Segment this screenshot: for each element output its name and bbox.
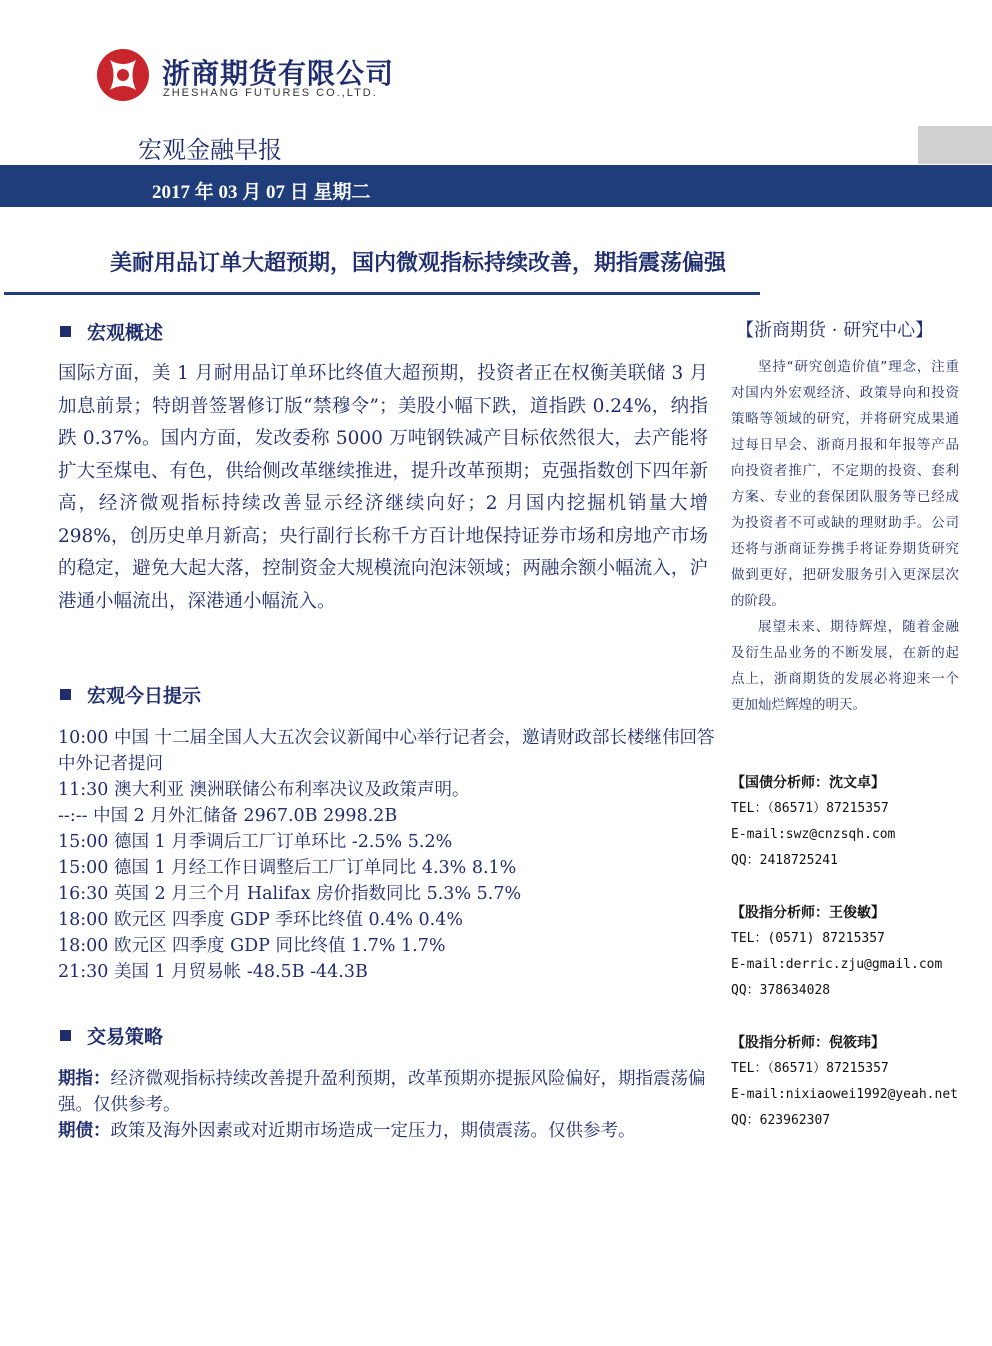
calendar-item: --:-- 中国 2 月外汇储备 2967.0B 2998.2B [58, 806, 398, 826]
analyst-qq: QQ：623962307 [731, 1113, 831, 1128]
calendar-item: 15:00 德国 1 月季调后工厂订单环比 -2.5% 5.2% [58, 832, 453, 852]
square-bullet-icon [60, 1030, 71, 1041]
analyst-card [731, 900, 981, 1004]
section-title-today-label: 宏观今日提示 [87, 685, 202, 707]
company-name-cn: 浙商期货有限公司 [162, 57, 395, 90]
analyst-email: E-mail:swz@cnzsqh.com [731, 827, 896, 842]
calendar-item: 18:00 欧元区 四季度 GDP 同比终值 1.7% 1.7% [58, 936, 446, 956]
analyst-qq: QQ：378634028 [731, 983, 831, 998]
analyst-name: 【股指分析师：王俊敏】 [731, 905, 885, 921]
strategy-item-bond [58, 1118, 728, 1144]
zheshang-logo-icon [96, 48, 150, 102]
sidebar-title: 【浙商期货 · 研究中心】 [736, 320, 934, 341]
sidebar-intro: 坚持“研究创造价值”理念，注重对国内外宏观经济、政策导向和投资策略等领域的研究，并将研究成果通过每日早会、浙商月报和年报等产品向投资者推广，不定期的投资、套利方案、专业的套保团队服务等已经成为投资者不可或缺的理财助手。公司还将与浙商证券携手将证券期货研究做到更好，把研发服务引入更深层次的阶段。 [731, 359, 959, 609]
strategy-label: 期指： [58, 1069, 111, 1089]
square-bullet-icon [60, 326, 71, 337]
report-date: 2017 年 03 月 07 日 星期二 [152, 182, 371, 203]
strategy-text: 政策及海外因素或对近期市场造成一定压力，期债震荡。仅供参考。 [110, 1121, 636, 1141]
calendar-item: 10:00 中国 十二届全国人大五次会议新闻中心举行记者会，邀请财政部长楼继伟回答中外记者提问 [58, 728, 715, 774]
analyst-email: E-mail:derric.zju@gmail.com [731, 957, 943, 972]
headline: 美耐用品订单大超预期，国内微观指标持续改善，期指震荡偏强 [110, 251, 727, 276]
strategy-list [58, 1066, 728, 1144]
analyst-tel: TEL：(0571) 87215357 [731, 931, 885, 946]
overview-text: 国际方面，美 1 月耐用品订单环比终值大超预期，投资者正在权衡美联储 3 月加息前景；特朗普签署修订版“禁穆令”；美股小幅下跌，道指跌 0.24%，纳指跌 0.37%。国内方面，发改委称 5000 万吨钢铁减产目标依然很大，去产能将扩大至煤电、有色，供给侧改革继续推进，提升改革预期；克强指数创下四年新高，经济微观指标持续改善显示经济继续向好；2 月国内挖掘机销量大增 298%，创历史单月新高；央行副行长称千方百计地保持证券市场和房地产市场的稳定，避免大起大落，控制资金大规模流向泡沫领域；两融余额小幅流入，沪港通小幅流出，深港通小幅流入。 [58, 363, 708, 612]
calendar-item: 11:30 澳大利亚 澳洲联储公布利率决议及政策声明。 [58, 780, 470, 800]
calendar-item: 15:00 德国 1 月经工作日调整后工厂订单同比 4.3% 8.1% [58, 858, 517, 878]
calendar-list [58, 725, 718, 985]
section-title-today [60, 681, 201, 708]
analyst-card [731, 770, 981, 874]
square-bullet-icon [60, 689, 71, 700]
section-title-overview [60, 318, 163, 345]
analyst-email: E-mail:nixiaowei1992@yeah.net [731, 1087, 958, 1102]
report-type: 宏观金融早报 [138, 136, 282, 164]
analyst-card [731, 1030, 981, 1134]
strategy-text: 经济微观指标持续改善提升盈利预期，改革预期亦提振风险偏好，期指震荡偏强。仅供参考。 [58, 1069, 706, 1115]
calendar-item: 18:00 欧元区 四季度 GDP 季环比终值 0.4% 0.4% [58, 910, 464, 930]
section-title-strategy [60, 1022, 163, 1049]
company-name-en: ZHESHANG FUTURES CO.,LTD. [163, 87, 378, 99]
date-bar [0, 167, 992, 207]
section-title-strategy-label: 交易策略 [87, 1026, 164, 1048]
header-gray-block [918, 126, 992, 164]
analyst-tel: TEL：（86571）87215357 [731, 1061, 889, 1076]
analyst-tel: TEL：（86571）87215357 [731, 801, 889, 816]
strategy-label: 期债： [58, 1121, 111, 1141]
sidebar-outlook: 展望未来、期待辉煌，随着金融及衍生品业务的不断发展，在新的起点上，浙商期货的发展必将迎来一个更加灿烂辉煌的明天。 [731, 619, 959, 713]
analyst-name: 【国债分析师：沈文卓】 [731, 775, 885, 791]
analyst-qq: QQ：2418725241 [731, 853, 838, 868]
headline-rule [4, 292, 760, 295]
section-title-overview-label: 宏观概述 [87, 322, 164, 344]
calendar-item: 16:30 英国 2 月三个月 Halifax 房价指数同比 5.3% 5.7% [58, 884, 522, 904]
calendar-item: 21:30 美国 1 月贸易帐 -48.5B -44.3B [58, 962, 368, 982]
strategy-item-index [58, 1066, 728, 1118]
analyst-name: 【股指分析师：倪筱玮】 [731, 1035, 885, 1051]
